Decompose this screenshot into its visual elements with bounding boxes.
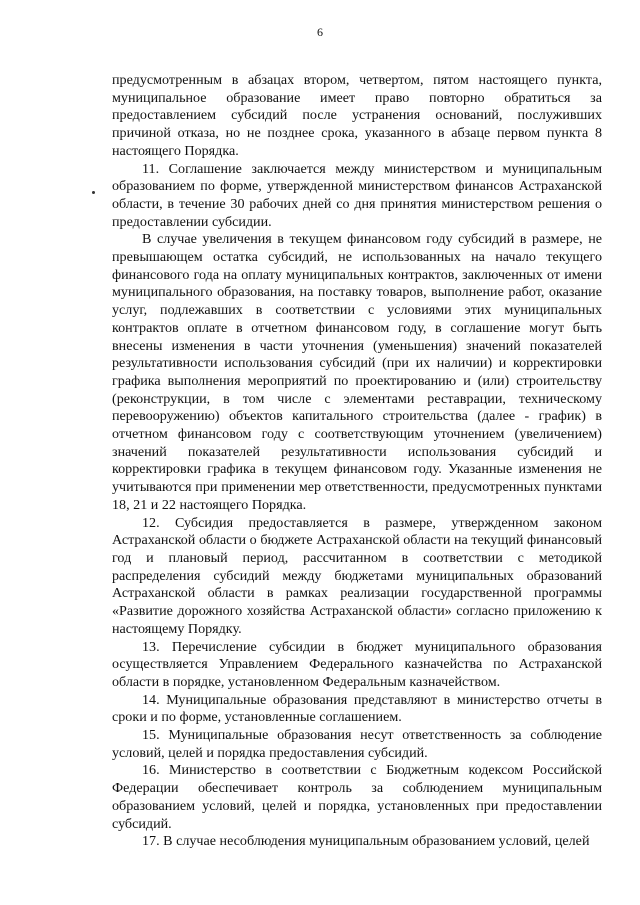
paragraph-item-15: 15. Муниципальные образования несут ответственность за соблюдение условий, целей и порядка предоставления субсидий. [112, 727, 602, 761]
document-body [112, 72, 602, 851]
paragraph-continuation: предусмотренным в абзацах втором, четвертом, пятом настоящего пункта, муниципальное образование имеет право повторно обратиться за предоставлением субсидий после устранения оснований, послуживших причиной отказа, но не позднее срока, указанного в абзаце первом пункта 8 настоящего Порядка. [112, 72, 602, 159]
paragraph-item-14: 14. Муниципальные образования представляют в министерство отчеты в сроки и по форме, установленные соглашением. [112, 691, 602, 726]
scan-mark [92, 191, 95, 194]
paragraph-item-11: 11. Соглашение заключается между министерством и муниципальным образованием по форме, утвержденной министерством финансов Астраханской области, в течение 30 рабочих дней со дня принятия министерством решения о предоставлении субсидии. [112, 160, 602, 230]
paragraph-item-13: 13. Перечисление субсидии в бюджет муниципального образования осуществляется Управлением Федерального казначейства по Астраханской области в порядке, установленном Федеральным казначейством. [112, 638, 602, 690]
page-number: 6 [317, 25, 323, 39]
paragraph-item-11-amendment: В случае увеличения в текущем финансовом году субсидий в размере, не превышающем остатка субсидий, не использованных на начало текущего финансового года на оплату муниципальных контрактов, заключенных от имени муниципального образования, на поставку товаров, выполнение работ, оказание услуг, подлежавших в соответствии с условиями этих муниципальных контрактов оплате в отчетном финансовом году, в соглашение могут быть внесены изменения в части уточнения (уменьшения) значений показателей результативности использования субсидий (при их наличии) и корректировки графика выполнения мероприятий по проектированию и (или) строительству (реконструкции, в том числе с элементами реставрации, техническому перевооружению) объектов капитального строительства (далее - график) в отчетном финансовом году с соответствующим уточнением (увеличением) значений показателей результативности использования субсидий и корректировки графика в текущем финансовом году. Указанные изменения не учитываются при применении мер ответственности, предусмотренных пунктами 18, 21 и 22 настоящего Порядка. [112, 231, 602, 513]
paragraph-item-17: 17. В случае несоблюдения муниципальным образованием условий, целей [142, 833, 590, 850]
paragraph-item-12: 12. Субсидия предоставляется в размере, утвержденном законом Астраханской области о бюджете Астраханской области на текущий финансовый год и плановый период, рассчитанном в соответствии с методикой распределения субсидий между бюджетами муниципальных образований Астраханской области в рамках реализации государственной программы «Развитие дорожного хозяйства Астраханской области» согласно приложению к настоящему Порядку. [112, 514, 602, 637]
paragraph-item-16: 16. Министерство в соответствии с Бюджетным кодексом Российской Федерации обеспечивает контроль за соблюдением муниципальным образованием условий, целей и порядка, установленных при предоставлении субсидий. [112, 762, 602, 832]
